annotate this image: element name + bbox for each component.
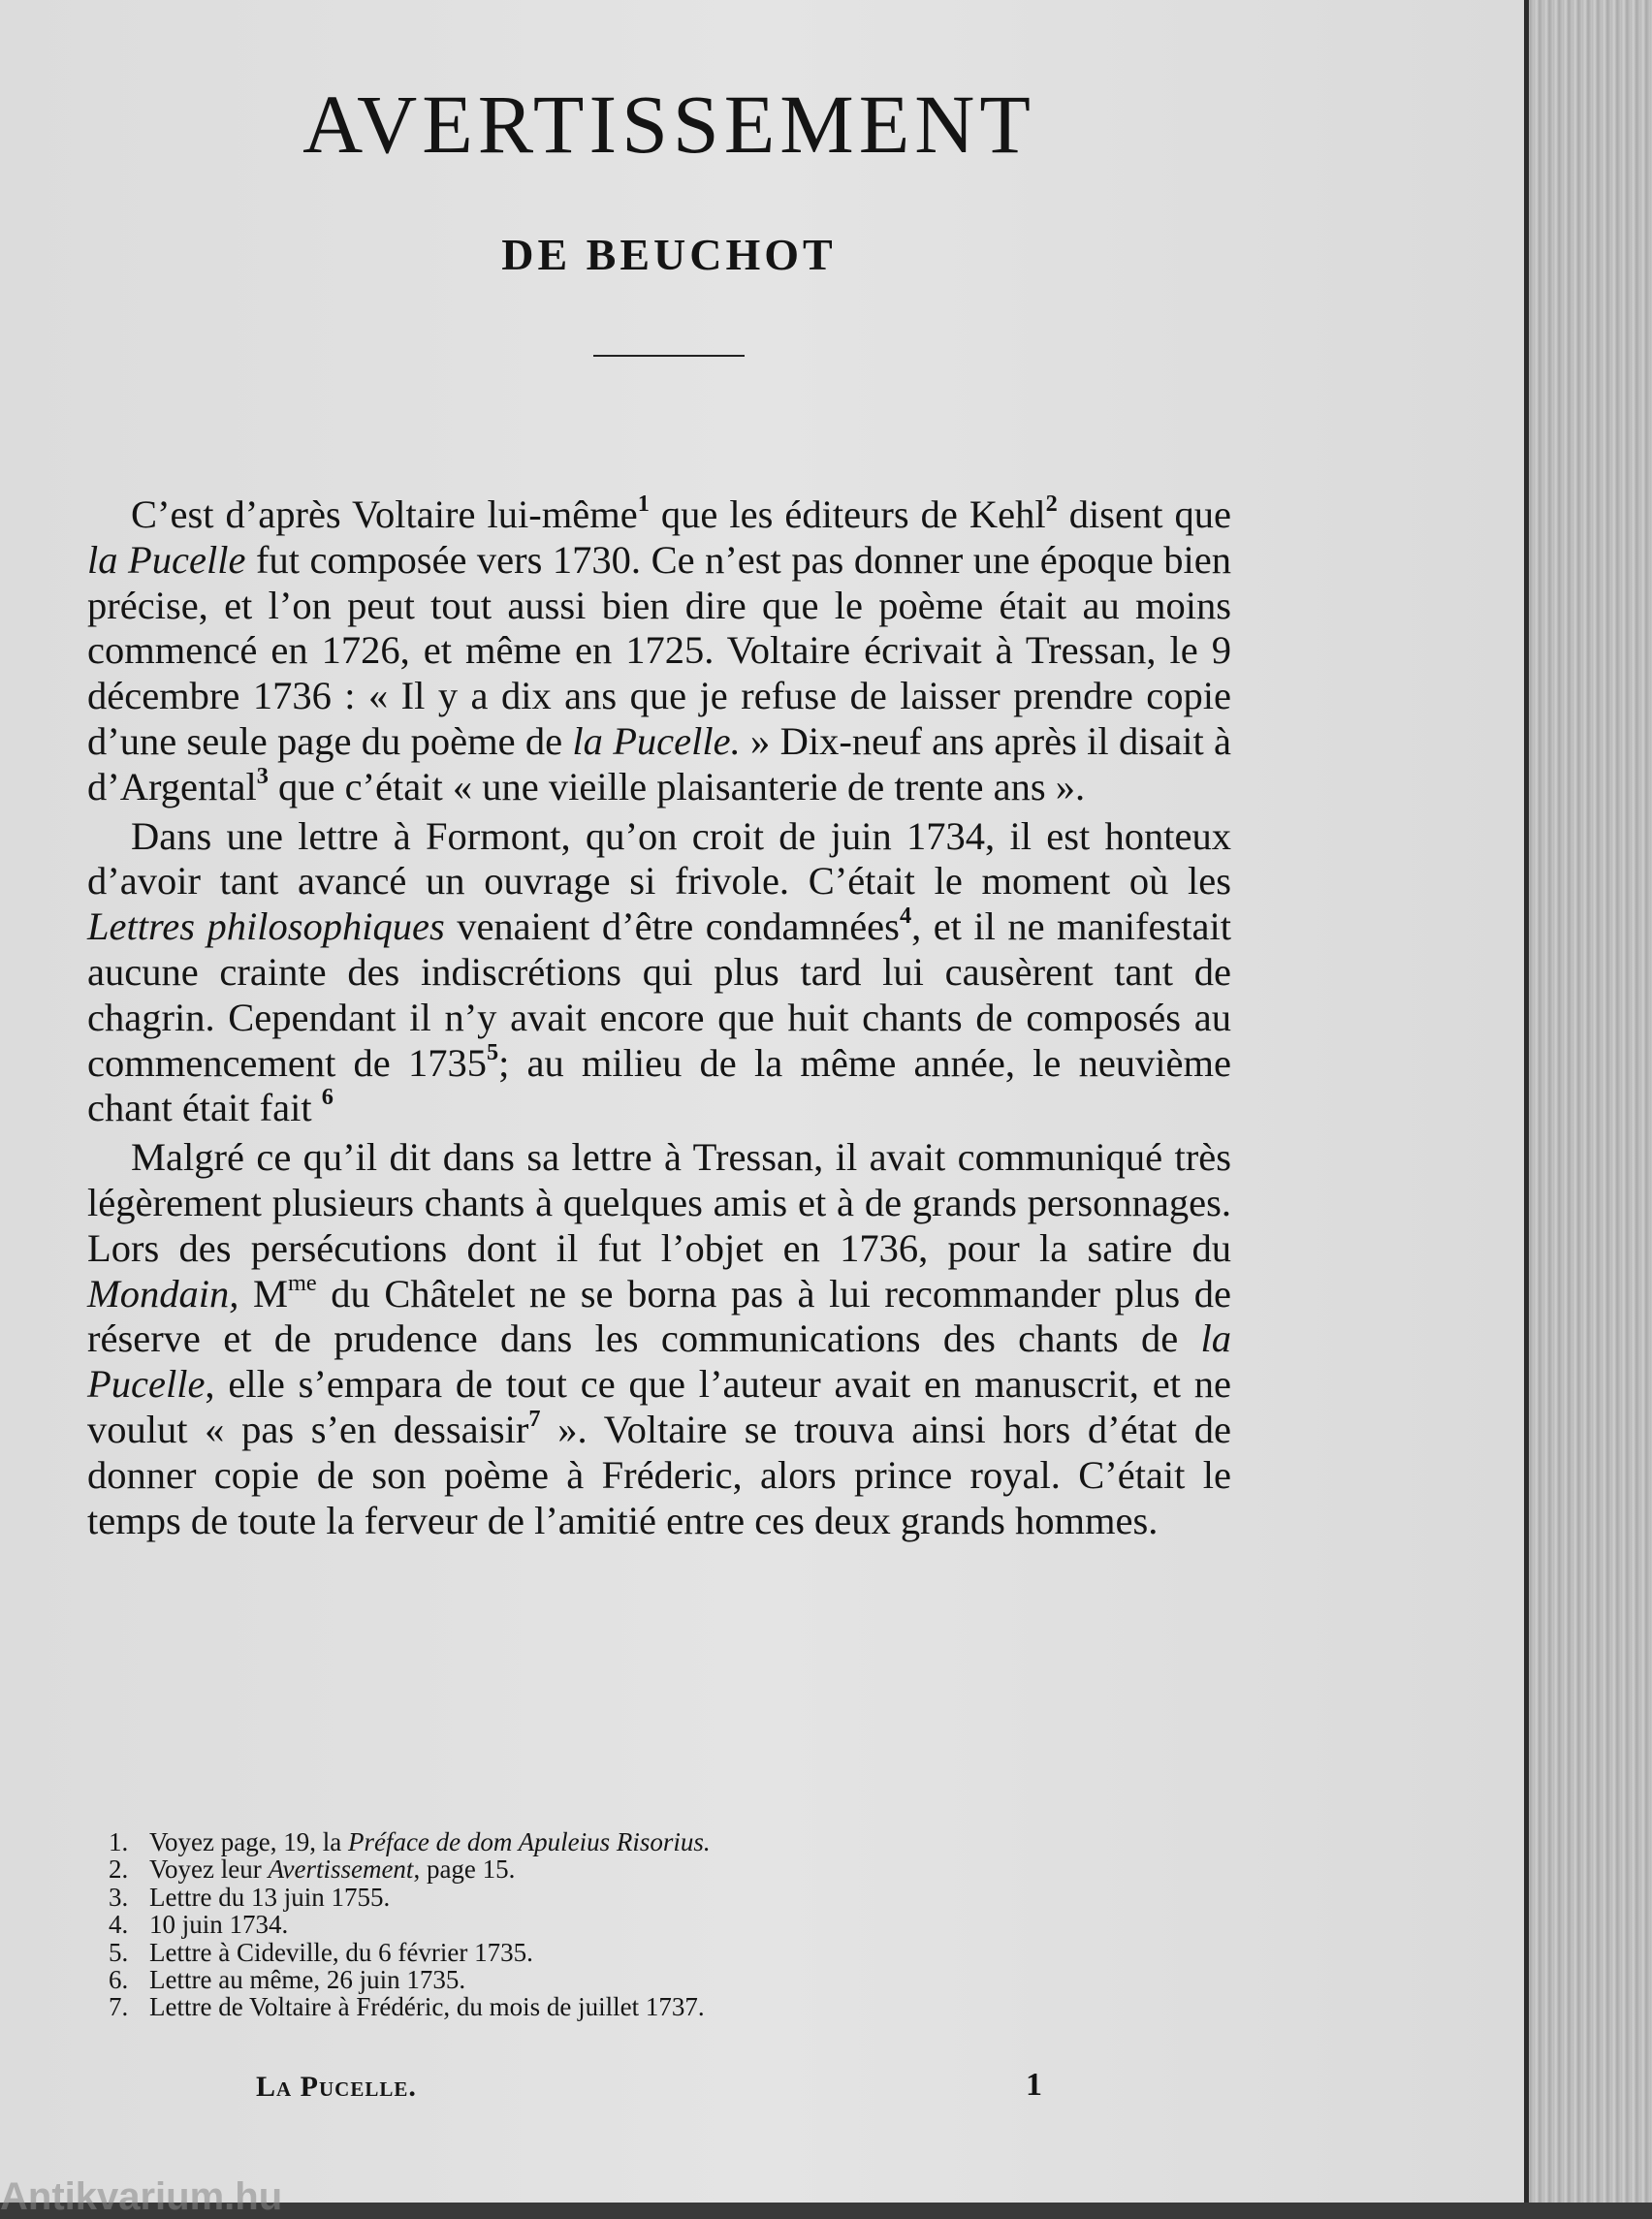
italic-title: Préface de dom Apuleius Risorius. <box>347 1827 711 1856</box>
footnote-ref: 3 <box>256 762 269 789</box>
footnote-number: 4. <box>109 1910 129 1940</box>
footnote-ref: 7 <box>528 1405 541 1432</box>
footnote: 6. Lettre au même, 26 juin 1735. <box>109 1965 466 1995</box>
abbrev-superscript: me <box>288 1269 317 1296</box>
footnote-number: 6. <box>109 1965 129 1995</box>
page-edge <box>1524 0 1652 2203</box>
footnote: 1. Voyez page, 19, la Préface de dom Apuleius Risorius. <box>109 1827 711 1856</box>
body-text <box>87 492 1231 1543</box>
footnote: 5. Lettre à Cideville, du 6 février 1735. <box>109 1937 533 1967</box>
italic-title: la Pucelle <box>87 537 246 582</box>
paragraph: Malgré ce qu’il dit dans sa lettre à Tressan, il avait communiqué très légèrement plusieurs chants à quelques amis et à de grands personnages. Lors des persécutions dont il fut l’objet en 1736, pour la satire du Mondain, $M^{me}$ du Châtelet ne se borna pas à lui recommander plus de réserve et de prudence dans les communications des chants de la Pucelle, elle s’empara de tout ce que l’auteur avait en manuscrit, et ne voulut « pas s’en dessaisir$^7$ ». Voltaire se trouva ainsi hors d’état de donner copie de son poème à Fréderic, alors prince royal. C’était le temps de toute la ferveur de l’amitié entre ces deux grands hommes. <box>87 1135 1232 1542</box>
paragraph: Dans une lettre à Formont, qu’on croit de juin 1734, il est honteux d’avoir tant avancé un ouvrage si frivole. C’était le moment où les Lettres philosophiques venaient d’être condamnées$^4$, et il ne manifestait aucune crainte des indiscrétions qui plus tard lui causèrent tant de chagrin. Cependant il n’y avait encore que huit chants de composés au commencement de 1735$^5$; au milieu de la même année, le neuvième chant était fait $^6$ <box>87 813 1231 1130</box>
footnote-number: 2. <box>109 1854 129 1885</box>
paragraph: C’est d’après Voltaire lui-même$^1$ que les éditeurs de Kehl$^2$ disent que la Pucelle fut composée vers 1730. Ce n’est pas donner une époque bien précise, et l’on peut tout aussi bien dire que le poème était au moins commencé en 1726, et même en 1725. Voltaire écrivait à Tressan, le 9 décembre 1736 : « Il y a dix ans que je refuse de laisser prendre copie d’une seule page du poème de la Pucelle. » Dix-neuf ans après il disait à d’Argental$^3$ que c’était « une vieille plaisanterie de trente ans ». <box>87 491 1231 808</box>
footnote-ref: 1 <box>637 491 650 517</box>
footnote: 2. Voyez leur Avertissement, page 15. <box>109 1854 516 1885</box>
footnotes <box>109 1828 1175 2021</box>
footnote: 3. Lettre du 13 juin 1755. <box>109 1882 391 1912</box>
running-title: La Pucelle. <box>256 2071 417 2103</box>
footnote-ref: 6 <box>321 1084 334 1111</box>
footnote-number: 7. <box>109 1992 129 2022</box>
italic-title: Mondain, <box>87 1271 239 1316</box>
footnote-ref: 4 <box>899 903 912 930</box>
title-rule <box>593 355 745 357</box>
footnote-number: 3. <box>109 1882 129 1912</box>
footnote-number: 5. <box>109 1937 129 1967</box>
watermark: Antikvarium.hu <box>0 2175 283 2218</box>
italic-title: Avertissement <box>268 1854 414 1885</box>
italic-title: Lettres philosophiques <box>87 904 445 949</box>
page-subtitle: DE BEUCHOT <box>501 230 837 279</box>
italic-title: la Pucelle. <box>572 718 741 763</box>
page-title: AVERTISSEMENT <box>302 78 1035 171</box>
footnote: 4. 10 juin 1734. <box>109 1910 289 1940</box>
signature-mark: 1 <box>1026 2067 1042 2103</box>
footnote-ref: 5 <box>486 1038 499 1065</box>
footnote: 7. Lettre de Voltaire à Frédéric, du mois de juillet 1737. <box>109 1992 705 2022</box>
footnote-number: 1. <box>109 1827 129 1856</box>
italic-title: la Pucelle <box>87 1316 1231 1407</box>
footnote-ref: 2 <box>1045 491 1058 517</box>
